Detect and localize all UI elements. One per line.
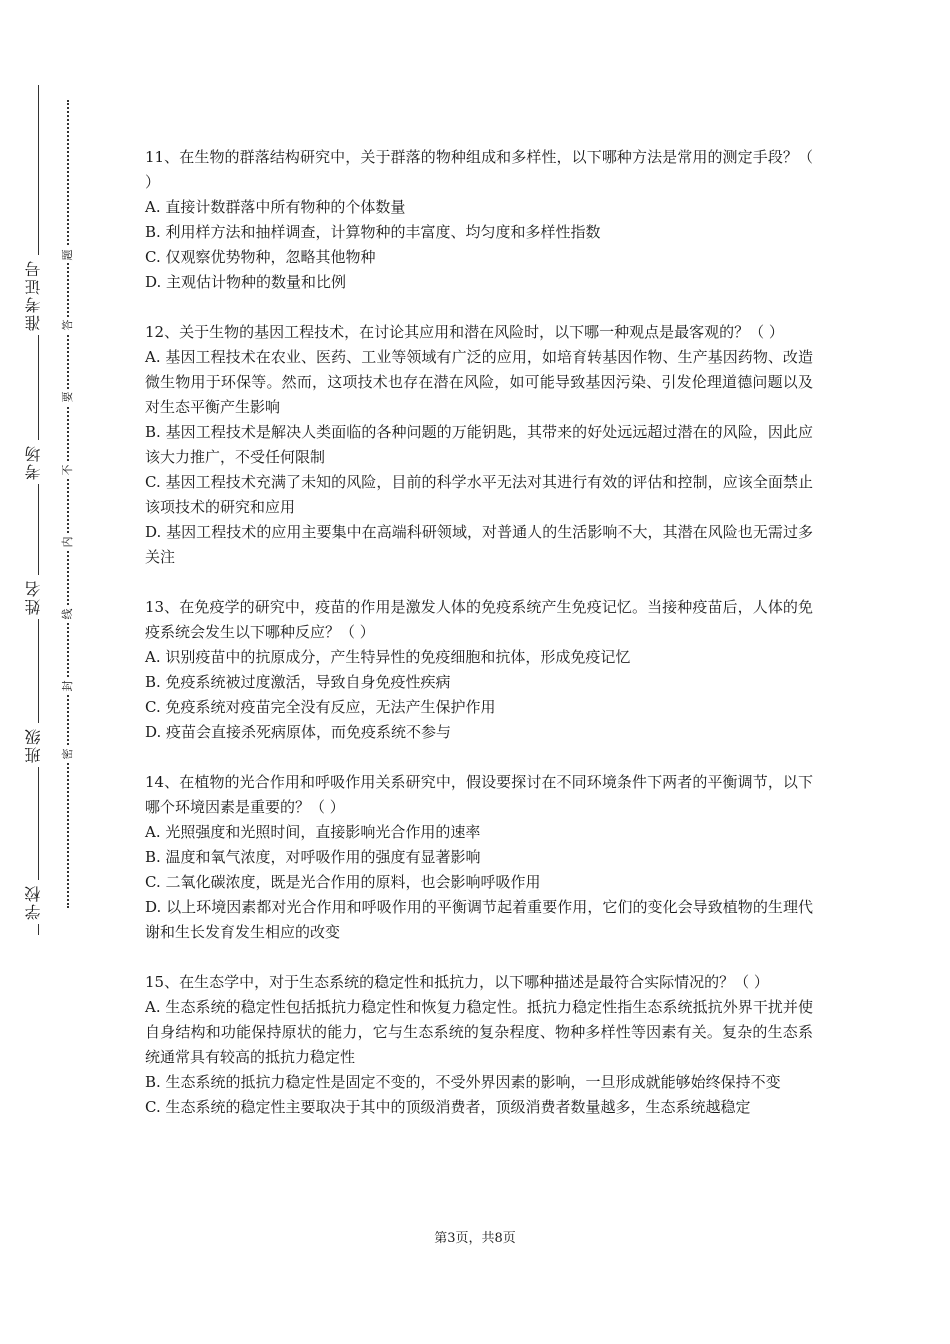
label-name: 姓名 bbox=[22, 575, 54, 619]
option-a: A. 光照强度和光照时间，直接影响光合作用的速率 bbox=[145, 823, 481, 841]
option-d: D. 以上环境因素都对光合作用和呼吸作用的平衡调节起着重要作用，它们的变化会导致植物的生理代谢和生长发育发生相应的改变 bbox=[145, 898, 813, 941]
question-list bbox=[145, 145, 813, 1145]
binding-solid-line bbox=[38, 85, 39, 935]
option-b: B. 温度和氧气浓度，对呼吸作用的强度有显著影响 bbox=[145, 848, 481, 866]
seal-char: 不 bbox=[59, 462, 77, 478]
seal-char: 线 bbox=[59, 606, 77, 622]
question-12 bbox=[145, 320, 813, 570]
question-stem: 11、在生物的群落结构研究中，关于群落的物种组成和多样性，以下哪种方法是常用的测定手段？（ ） bbox=[145, 148, 813, 191]
seal-char: 内 bbox=[59, 534, 77, 550]
question-15 bbox=[145, 970, 813, 1120]
seal-char: 要 bbox=[59, 389, 77, 405]
option-b: B. 生态系统的抵抗力稳定性是固定不变的，不受外界因素的影响，一旦形成就能够始终保持不变 bbox=[145, 1073, 781, 1091]
option-a: A. 识别疫苗中的抗原成分，产生特异性的免疫细胞和抗体，形成免疫记忆 bbox=[145, 648, 631, 666]
option-c: C. 生态系统的稳定性主要取决于其中的顶级消费者，顶级消费者数量越多，生态系统越稳定 bbox=[145, 1098, 751, 1116]
label-school: 学校 bbox=[22, 880, 54, 924]
binding-margin bbox=[0, 0, 110, 1344]
option-d: D. 主观估计物种的数量和比例 bbox=[145, 273, 347, 291]
option-d: D. 疫苗会直接杀死病原体，而免疫系统不参与 bbox=[145, 723, 452, 741]
question-stem: 14、在植物的光合作用和呼吸作用关系研究中，假设要探讨在不同环境条件下两者的平衡调节，以下哪个环境因素是重要的？（ ） bbox=[145, 773, 813, 816]
question-13 bbox=[145, 595, 813, 745]
seal-char: 密 bbox=[59, 746, 77, 762]
question-stem: 13、在免疫学的研究中，疫苗的作用是激发人体的免疫系统产生免疫记忆。当接种疫苗后，人体的免疫系统会发生以下哪种反应？（ ） bbox=[145, 598, 813, 641]
option-d: D. 基因工程技术的应用主要集中在高端科研领域，对普通人的生活影响不大，其潜在风险也无需过多关注 bbox=[145, 523, 813, 566]
label-exam-room: 考场 bbox=[22, 440, 54, 484]
option-c: C. 仅观察优势物种，忽略其他物种 bbox=[145, 248, 376, 266]
label-exam-number: 准考证号 bbox=[22, 255, 54, 335]
option-c: C. 基因工程技术充满了未知的风险，目前的科学水平无法对其进行有效的评估和控制，应该全面禁止该项技术的研究和应用 bbox=[145, 473, 813, 516]
question-11 bbox=[145, 145, 813, 295]
seal-char: 封 bbox=[59, 678, 77, 694]
option-b: B. 利用样方法和抽样调查，计算物种的丰富度、均匀度和多样性指数 bbox=[145, 223, 601, 241]
binding-dotted-line bbox=[67, 100, 69, 908]
question-stem: 15、在生态学中，对于生态系统的稳定性和抵抗力，以下哪种描述是最符合实际情况的？（ ） bbox=[145, 973, 769, 991]
option-a: A. 直接计数群落中所有物种的个体数量 bbox=[145, 198, 406, 216]
option-c: C. 免疫系统对疫苗完全没有反应，无法产生保护作用 bbox=[145, 698, 496, 716]
option-a: A. 基因工程技术在农业、医药、工业等领域有广泛的应用，如培育转基因作物、生产基因药物、改造微生物用于环保等。然而，这项技术也存在潜在风险，如可能导致基因污染、引发伦理道德问题以及对生态平衡产生影响 bbox=[145, 348, 813, 416]
option-b: B. 免疫系统被过度激活，导致自身免疫性疾病 bbox=[145, 673, 451, 691]
question-14 bbox=[145, 770, 813, 945]
option-c: C. 二氧化碳浓度，既是光合作用的原料，也会影响呼吸作用 bbox=[145, 873, 541, 891]
label-class: 班级 bbox=[22, 723, 54, 767]
seal-char: 答 bbox=[59, 317, 77, 333]
page-number-footer: 第3页，共8页 bbox=[434, 1231, 516, 1246]
seal-char: 题 bbox=[59, 247, 77, 263]
option-a: A. 生态系统的稳定性包括抵抗力稳定性和恢复力稳定性。抵抗力稳定性指生态系统抵抗外界干扰并使自身结构和功能保持原状的能力，它与生态系统的复杂程度、物种多样性等因素有关。复杂的生态系统通常具有较高的抵抗力稳定性 bbox=[145, 998, 813, 1066]
option-b: B. 基因工程技术是解决人类面临的各种问题的万能钥匙，其带来的好处远远超过潜在的风险，因此应该大力推广，不受任何限制 bbox=[145, 423, 813, 466]
question-stem: 12、关于生物的基因工程技术，在讨论其应用和潜在风险时，以下哪一种观点是最客观的？（ ） bbox=[145, 323, 784, 341]
